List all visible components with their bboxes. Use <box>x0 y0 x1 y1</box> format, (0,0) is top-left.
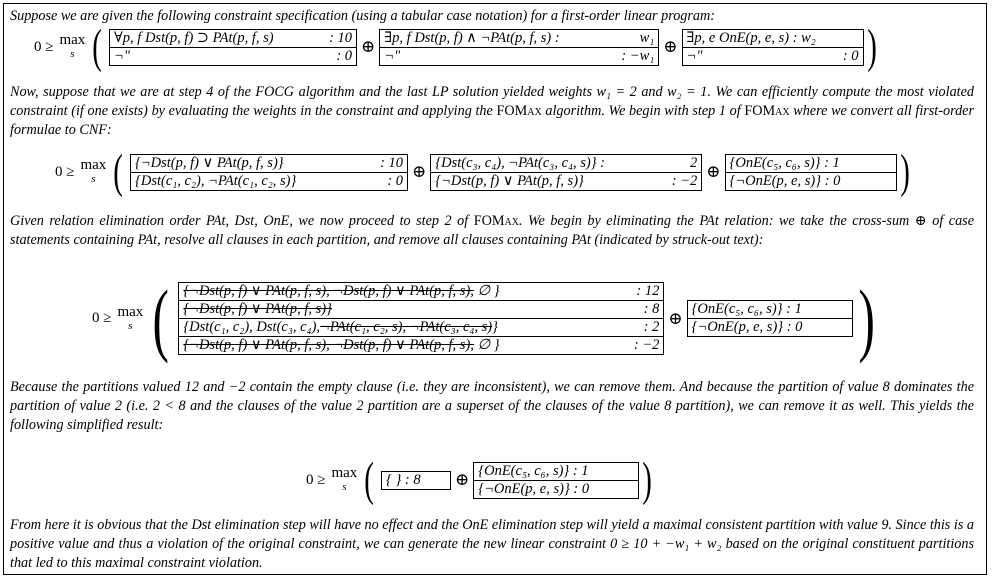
eq4-case1-row-1: { } : 8 <box>386 471 421 488</box>
eq4-max: max s <box>331 465 358 493</box>
eq2-rparen: ) <box>899 145 910 198</box>
eq4-lparen: ( <box>364 453 375 506</box>
equation-3 <box>92 272 880 364</box>
eq1-case2-row-2: : −w₁ ¬" <box>384 47 655 64</box>
eq3-case2-row-2: {¬OnE(p, e, s)} : 0 <box>691 319 803 335</box>
eq1-lparen: ( <box>92 20 103 73</box>
eq2-max: max s <box>80 157 107 185</box>
eq1-case-3 <box>682 29 864 66</box>
eq3-lhs: 0 ≥ <box>92 310 112 326</box>
eq2-case1-row-2: : 0 {Dst(c₁, c₂), ¬PAt(c₁, c₂, s)} <box>135 172 404 189</box>
eq4-case-2 <box>473 462 639 499</box>
eq3-case-2 <box>687 300 853 337</box>
eq2-oplus-2: ⊕ <box>706 162 721 181</box>
eq3-case1-row-4: : −2 {¬Dst(p, f) ∨ PAt(p, f, s), ¬Dst(p, f) ∨ PAt(p, f, s), ∅ } <box>183 337 660 353</box>
eq3-oplus: ⊕ <box>668 308 683 328</box>
paragraph-simplify: Because the partitions valued 12 and −2 contain the empty clause (i.e. they are inconsistent), we can remove them. And because the partition of value 8 dominates the partition of value 2 (i.e. 2 < 8 and the clauses of the value 2 partition are a superset of the clauses of the value 8 partition), we can remove it as well. This yields the following simplified result: <box>10 379 974 433</box>
eq2-case2-row-2: : −2 {¬Dst(p, f) ∨ PAt(p, f, s)} <box>435 172 698 189</box>
eq2-case-3 <box>725 154 897 191</box>
eq1-case3-row-2: : 0 ¬" <box>686 47 859 64</box>
eq2-case2-row-1: 2 {Dst(c₃, c₄), ¬PAt(c₃, c₄, s)} : <box>431 155 701 173</box>
eq2-lhs: 0 ≥ <box>55 163 75 180</box>
eq4-case2-row-1: {OnE(c₅, c₆, s)} : 1 <box>474 463 638 481</box>
eq3-case1-row-3: : 2 {Dst(c₁, c₂), Dst(c₃, c₄),¬PAt(c₁, c₂, s), ¬PAt(c₃, c₄, s)} <box>179 319 663 337</box>
eq4-oplus: ⊕ <box>455 470 470 489</box>
eq4-case-1 <box>381 471 451 490</box>
eq2-case3-row-1: {OnE(c₅, c₆, s)} : 1 <box>726 155 896 173</box>
eq2-case3-row-2: {¬OnE(p, e, s)} : 0 <box>729 172 841 189</box>
eq1-max: max s <box>59 32 86 60</box>
equation-4 <box>306 453 655 506</box>
equation-1 <box>34 20 880 73</box>
eq3-max: max s <box>117 303 144 332</box>
eq1-rparen: ) <box>866 20 877 73</box>
paragraph-elimination: Given relation elimination order PAt, Dst, OnE, we now proceed to step 2 of FOMax. We begin by eliminating the PAt relation: we take the cross-sum ⊕ of case statements containing PAt, resolve all clauses in each partition, and remove all clauses containing PAt (indicated by struck-out text): <box>10 213 974 248</box>
eq2-case-1 <box>130 154 408 191</box>
eq1-oplus-2: ⊕ <box>663 37 678 56</box>
paragraph-step4: Now, suppose that we are at step 4 of the FOCG algorithm and the last LP solution yielded weights w₁ = 2 and w₂ = 1. We can efficiently compute the most violated constraint (if one exists) by evaluating the weights in the constraint and applying the FOMax algorithm. We begin with step 1 of FOMax where we convert all first-order formulae to CNF: <box>10 84 974 138</box>
eq4-rparen: ) <box>642 453 653 506</box>
eq2-case1-row-1: : 10 {¬Dst(p, f) ∨ PAt(p, f, s)} <box>131 155 407 173</box>
eq2-lparen: ( <box>113 145 124 198</box>
paragraph-conclusion: From here it is obvious that the Dst elimination step will have no effect and the OnE elimination step will yield a maximal consistent partition with value 9. Since this is a positive value and thus a violation of the original constraint, we can generate the new linear constraint 0 ≥ 10 + −w₁ + w₂ based on the original constituent partitions that led to this maximal constraint violation. <box>10 517 974 571</box>
eq3-case2-row-1: {OnE(c₅, c₆, s)} : 1 <box>688 301 852 319</box>
eq1-case3-row-1: ∃p, e OnE(p, e, s) : w₂ <box>683 30 863 48</box>
eq3-rparen: ) <box>858 272 875 364</box>
paragraph-intro: Suppose we are given the following constraint specification (using a tabular case notation) for a first-order linear program: <box>10 8 715 24</box>
eq1-case1-row-1: : 10 ∀p, f Dst(p, f) ⊃ PAt(p, f, s) <box>110 30 356 48</box>
eq2-oplus-1: ⊕ <box>412 162 427 181</box>
eq1-case1-row-2: : 0 ¬" <box>114 47 353 64</box>
eq1-case-2 <box>379 29 659 66</box>
eq1-lhs: 0 ≥ <box>34 38 54 55</box>
eq3-case1-row-2: : 8 {¬Dst(p, f) ∨ PAt(p, f, s)} <box>179 301 663 319</box>
eq3-case1-row-1: : 12 {¬Dst(p, f) ∨ PAt(p, f, s), ¬Dst(p, f) ∨ PAt(p, f, s), ∅ } <box>179 283 663 301</box>
eq1-oplus-1: ⊕ <box>361 37 376 56</box>
eq4-lhs: 0 ≥ <box>306 471 326 488</box>
eq2-case-2 <box>430 154 702 191</box>
eq3-case-1 <box>178 282 664 355</box>
equation-2 <box>55 145 913 198</box>
eq3-lparen: ( <box>152 272 170 364</box>
eq1-case-1 <box>109 29 357 66</box>
eq4-case2-row-2: {¬OnE(p, e, s)} : 0 <box>478 480 590 497</box>
eq1-case2-row-1: w₁ ∃p, f Dst(p, f) ∧ ¬PAt(p, f, s) : <box>380 30 658 48</box>
